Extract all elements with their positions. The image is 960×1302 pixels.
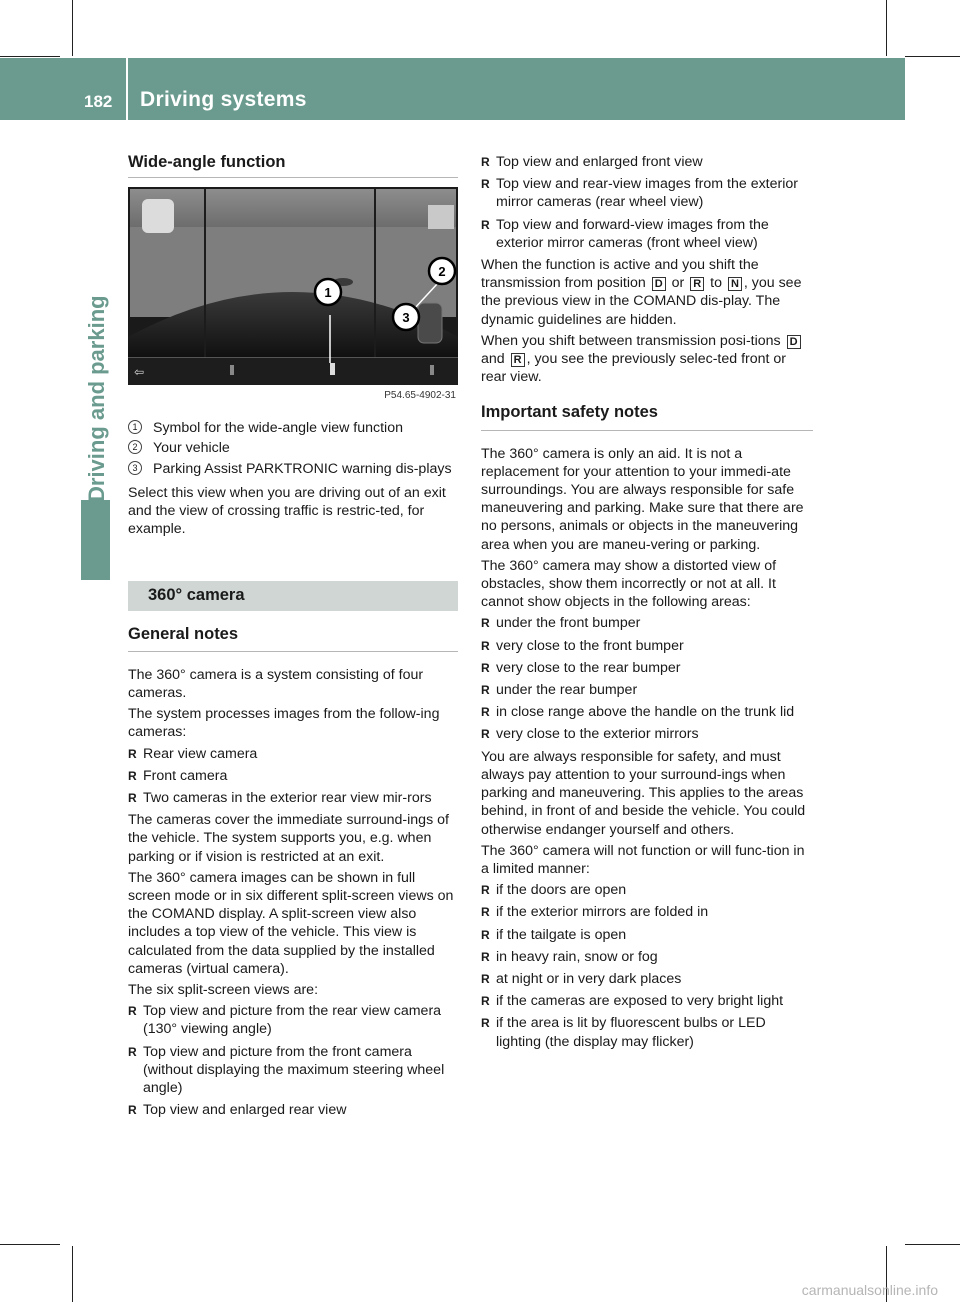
svg-text:⇦: ⇦ [134, 365, 145, 380]
list-item: R in heavy rain, snow or fog [481, 948, 813, 966]
right-column [481, 153, 813, 1055]
wide-angle-text: Select this view when you are driving out of an exit and the view of crossing traffic is restric-ted, for example. [128, 484, 446, 538]
general-notes-heading: General notes [128, 625, 458, 652]
limits-list [481, 881, 813, 1051]
crop-mark [0, 56, 60, 57]
list-item: R if the cameras are exposed to very bright light [481, 992, 813, 1010]
crop-mark [72, 1246, 73, 1302]
shift-paragraph: When the function is active and you shift the transmission from position D or R to N , you see the previous view in the COMAND dis-play. The dynamic guidelines are hidden. [481, 257, 802, 328]
crop-mark [905, 56, 960, 57]
header-bar [0, 58, 905, 120]
list-item: R in close range above the handle on the trunk lid [481, 703, 813, 721]
side-tab-label: Driving and parking [84, 295, 109, 502]
gear-n-key: N [728, 277, 742, 291]
paragraph: The 360° camera may show a distorted view of obstacles, show them incorrectly or not at all. It cannot show objects in the following areas: [481, 557, 777, 611]
views-list-continued [481, 153, 813, 252]
list-item: R Top view and rear-view images from the exterior mirror cameras (rear wheel view) [481, 175, 813, 211]
camera-figure [128, 187, 458, 409]
paragraph: The cameras cover the immediate surround-ings of the vehicle. The system supports you, e.g. when parking or if vision is restricted at an exit. [128, 812, 449, 865]
list-item: R if the doors are open [481, 881, 813, 899]
left-column [128, 153, 458, 1124]
paragraph: The six split-screen views are: [128, 982, 319, 999]
callout-text: Symbol for the wide-angle view function [153, 420, 403, 437]
list-item: R Top view and forward-view images from the exterior mirror cameras (front wheel view) [481, 216, 813, 252]
views-list [128, 1002, 458, 1119]
callout-number: 3 [128, 461, 142, 475]
list-item: R Top view and picture from the front camera (without displaying the maximum steering wheel angle) [128, 1043, 458, 1098]
callout-number: 1 [128, 420, 142, 434]
svg-text:2: 2 [438, 264, 446, 280]
figure-code: P54.65-4902-31 [384, 390, 456, 401]
callout-text: Your vehicle [153, 440, 230, 457]
list-item: R Front camera [128, 767, 458, 785]
list-item: R very close to the front bumper [481, 637, 813, 655]
camera-list [128, 745, 458, 808]
safety-heading: Important safety notes [481, 403, 813, 430]
gear-r-key: R [690, 277, 704, 291]
crop-mark [72, 0, 73, 56]
list-item: R at night or in very dark places [481, 970, 813, 988]
paragraph: You are always responsible for safety, and must always pay attention to your surround-ings when parking and maneuvering. This applies to the areas behind, in front of and beside the vehicle. You could otherwise endanger yourself and others. [481, 748, 806, 838]
camera-section-bar: 360° camera [128, 581, 458, 610]
svg-text:3: 3 [402, 310, 410, 326]
list-item: R very close to the exterior mirrors [481, 725, 813, 743]
crop-mark [905, 1244, 960, 1245]
paragraph: The 360° camera is a system consisting of four cameras. [128, 666, 424, 702]
list-item: R under the front bumper [481, 614, 813, 632]
callout-number: 2 [128, 440, 142, 454]
section-title: Driving systems [140, 88, 307, 111]
list-item: R Rear view camera [128, 745, 458, 763]
list-item: R Top view and picture from the rear view camera (130° viewing angle) [128, 1002, 458, 1038]
svg-text:1: 1 [324, 285, 332, 301]
list-item: R Top view and enlarged front view [481, 153, 813, 171]
watermark: carmanualsonline.info [801, 1282, 938, 1298]
paragraph: The 360° camera will not function or will func-tion in a limited manner: [481, 842, 805, 877]
callout-item [128, 419, 458, 437]
camera-image [128, 187, 458, 409]
page-number: 182 [84, 92, 113, 111]
shift-paragraph: When you shift between transmission posi-tions D and R , you see the previously selec-ted front or rear view. [481, 332, 813, 387]
crop-mark [0, 1244, 60, 1245]
side-tab-block [81, 500, 110, 580]
list-item: R Top view and enlarged rear view [128, 1101, 458, 1119]
paragraph: The 360° camera is only an aid. It is not a replacement for your attention to your immedi-ate surroundings. You are always responsible for safe maneuvering and parking. Make sure that there are no persons, animals or objects in the maneuvering area when you are maneu-vering or parking. [481, 445, 804, 553]
list-item: R very close to the rear bumper [481, 659, 813, 677]
paragraph: The 360° camera images can be shown in full screen mode or in six different split-screen views on the COMAND display. A split-screen view also includes a top view of the vehicle. This view is calculated from the data supplied by the installed cameras (virtual camera). [128, 869, 454, 977]
gear-d-key: D [787, 335, 801, 349]
wide-angle-heading: Wide-angle function [128, 153, 458, 178]
list-item: R under the rear bumper [481, 681, 813, 699]
gear-d-key: D [652, 277, 666, 291]
paragraph: The system processes images from the follow-ing cameras: [128, 706, 440, 741]
crop-mark [886, 0, 887, 56]
callout-item [128, 439, 458, 457]
list-item: R if the exterior mirrors are folded in [481, 903, 813, 921]
gear-r-key: R [511, 353, 525, 367]
list-item: R Two cameras in the exterior rear view mir-rors [128, 789, 458, 807]
areas-list [481, 614, 813, 743]
callout-list [128, 419, 458, 478]
list-item: R if the tailgate is open [481, 926, 813, 944]
callout-text: Parking Assist PARKTRONIC warning dis-plays [153, 460, 452, 477]
list-item: R if the area is lit by fluorescent bulbs or LED lighting (the display may flicker) [481, 1014, 813, 1050]
callout-item [128, 460, 458, 478]
